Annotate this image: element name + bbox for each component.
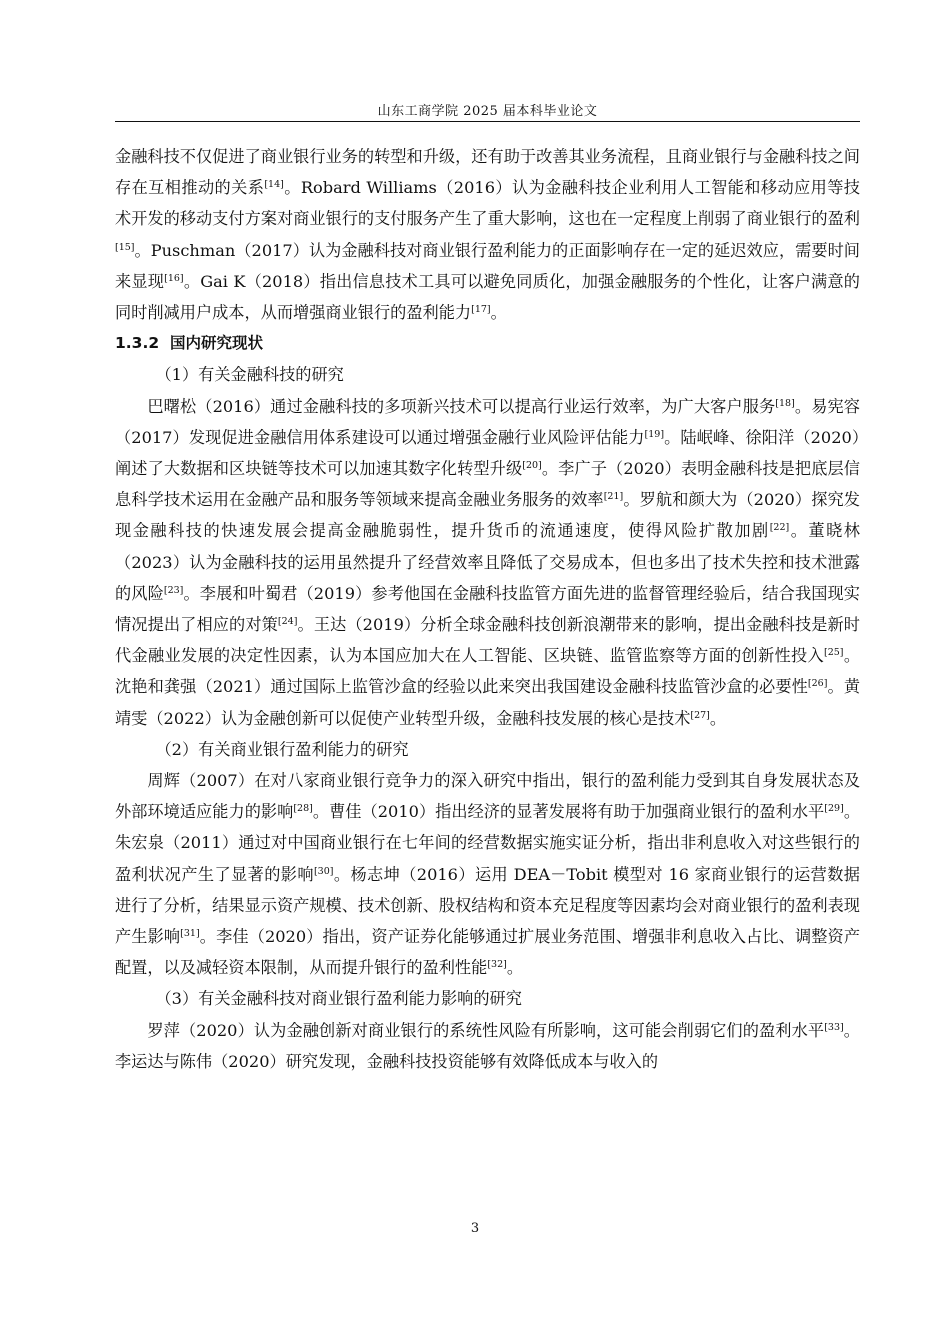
section-heading bbox=[115, 328, 860, 359]
text-run: 。曹佳（2010）指出经济的显著发展将有助于加强商业银行的盈利水平 bbox=[312, 802, 825, 822]
citation: [21] bbox=[603, 491, 624, 503]
citation: [33] bbox=[824, 1021, 844, 1033]
text-run: 。Puschman（2017）认为金融科技对商业银行盈利能力的正面影响存在一定的延迟效应，需要时间来显现 bbox=[115, 240, 860, 291]
citation: [17] bbox=[471, 304, 491, 316]
citation: [29] bbox=[824, 803, 844, 815]
text-run: 。 bbox=[709, 708, 727, 728]
page-number: 3 bbox=[470, 1221, 480, 1236]
citation: [19] bbox=[644, 428, 665, 440]
citation: [18] bbox=[775, 397, 795, 409]
citation: [32] bbox=[487, 959, 507, 971]
text-run: 。李展和叶蜀君（2019）参考他国在金融科技监管方面先进的监督管理经验后，结合我国现实情况提出了相应的对策 bbox=[115, 583, 860, 635]
text-run: 。黄靖雯（2022）认为金融创新可以促使产业转型升级，金融科技发展的核心是技术 bbox=[115, 677, 861, 728]
text-run: 。杨志坤（2016）运用 DEA－Tobit 模型对 16 家商业银行的运营数据进行了分析，结果显示资产规模、技术创新、股权结构和资本充足程度等因素均会对商业银行的盈利表现产生影响 bbox=[115, 864, 860, 947]
body-text bbox=[115, 141, 860, 1077]
text-run: 。Gai K（2018）指出信息技术工具可以避免同质化，加强金融服务的个性化，让客户满意的同时削减用户成本，从而增强商业银行的盈利能力 bbox=[115, 271, 860, 323]
citation: [24] bbox=[277, 616, 298, 628]
text-run: 。李佳（2020）指出，资产证券化能够通过扩展业务范围、增强非利息收入占比、调整资产配置，以及减轻资本限制，从而提升银行的盈利性能 bbox=[115, 927, 861, 978]
text-run: 。 bbox=[506, 958, 524, 978]
citation: [27] bbox=[690, 709, 710, 721]
text-run: 。王达（2019）分析全球金融科技创新浪潮带来的影响，提出金融科技是新时代金融业发展的决定性因素，认为本国应加大在人工智能、区块链、监管监察等方面的创新性投入 bbox=[115, 615, 860, 666]
text-run: 。Robard Williams（2016）认为金融科技企业利用人工智能和移动应用等技术开发的移动支付方案对商业银行的支付服务产生了重大影响，这也在一定程度上削弱了商业银行的盈利 bbox=[115, 178, 860, 229]
text-run: 。易宪容（2017）发现促进金融信用体系建设可以通过增强金融行业风险评估能力 bbox=[115, 396, 860, 447]
section-title: 国内研究现状 bbox=[169, 334, 263, 353]
running-header: 山东工商学院 2025 届本科毕业论文 bbox=[377, 104, 598, 119]
citation: [22] bbox=[769, 522, 790, 534]
text-run: 巴曙松（2016）通过金融科技的多项新兴技术可以提高行业运行效率，为广大客户服务 bbox=[147, 396, 776, 416]
citation: [26] bbox=[807, 678, 828, 690]
header-divider bbox=[115, 121, 860, 122]
text-run: 。董晓林（2023）认为金融科技的运用虽然提升了经营效率且降低了交易成本，但也多出了技术失控和技术泄露的风险 bbox=[115, 521, 860, 603]
text-run: 。沈艳和龚强（2021）通过国际上监管沙盒的经验以此来突出我国建设金融科技监管沙盒的必要性 bbox=[115, 646, 861, 697]
text-run: 金融科技不仅促进了商业银行业务的转型和升级，还有助于改善其业务流程，且商业银行与金融科技之间存在互相推动的关系 bbox=[115, 147, 860, 198]
citation: [31] bbox=[180, 928, 200, 940]
citation: [30] bbox=[313, 865, 334, 877]
subsection-title: （2）有关商业银行盈利能力的研究 bbox=[155, 739, 409, 759]
citation: [14] bbox=[264, 179, 284, 191]
text-run: 罗萍（2020）认为金融创新对商业银行的系统性风险有所影响，这可能会削弱它们的盈利水平 bbox=[147, 1020, 825, 1040]
text-run: 。罗航和颜大为（2020）探究发现金融科技的快速发展会提高金融脆弱性，提升货币的流通速度，使得风险扩散加剧 bbox=[115, 490, 860, 541]
citation: [23] bbox=[163, 584, 184, 596]
citation: [25] bbox=[824, 647, 844, 659]
citation: [16] bbox=[164, 272, 184, 284]
text-run: 。李广子（2020）表明金融科技是把底层信息科学技术运用在金融产品和服务等领域来提高金融业务服务的效率 bbox=[115, 459, 860, 510]
text-run: 。李运达与陈伟（2020）研究发现，金融科技投资能够有效降低成本与收入的 bbox=[115, 1020, 860, 1071]
text-run: 。朱宏泉（2011）通过对中国商业银行在七年间的经营数据实施实证分析，指出非利息收入对这些银行的盈利状况产生了显著的影响 bbox=[115, 802, 861, 884]
subsection-title: （1）有关金融科技的研究 bbox=[155, 365, 344, 385]
text-run: 。 bbox=[490, 303, 507, 323]
paragraph-fintech-impact bbox=[115, 1015, 860, 1077]
paragraph-foreign-research bbox=[115, 141, 860, 328]
citation: [20] bbox=[522, 460, 542, 472]
text-run: 周辉（2007）在对八家商业银行竞争力的深入研究中指出，银行的盈利能力受到其自身发展状态及外部环境适应能力的影响 bbox=[115, 771, 860, 822]
paragraph-bank-profitability bbox=[115, 765, 860, 983]
text-run: 。陆岷峰、徐阳洋（2020）阐述了大数据和区块链等技术可以加速其数字化转型升级 bbox=[115, 427, 860, 479]
section-number: 1.3.2 bbox=[115, 334, 160, 353]
citation: [15] bbox=[115, 241, 135, 253]
paragraph-fintech-research bbox=[115, 391, 860, 734]
citation: [28] bbox=[293, 803, 313, 815]
subsection-title: （3）有关金融科技对商业银行盈利能力影响的研究 bbox=[155, 989, 522, 1009]
